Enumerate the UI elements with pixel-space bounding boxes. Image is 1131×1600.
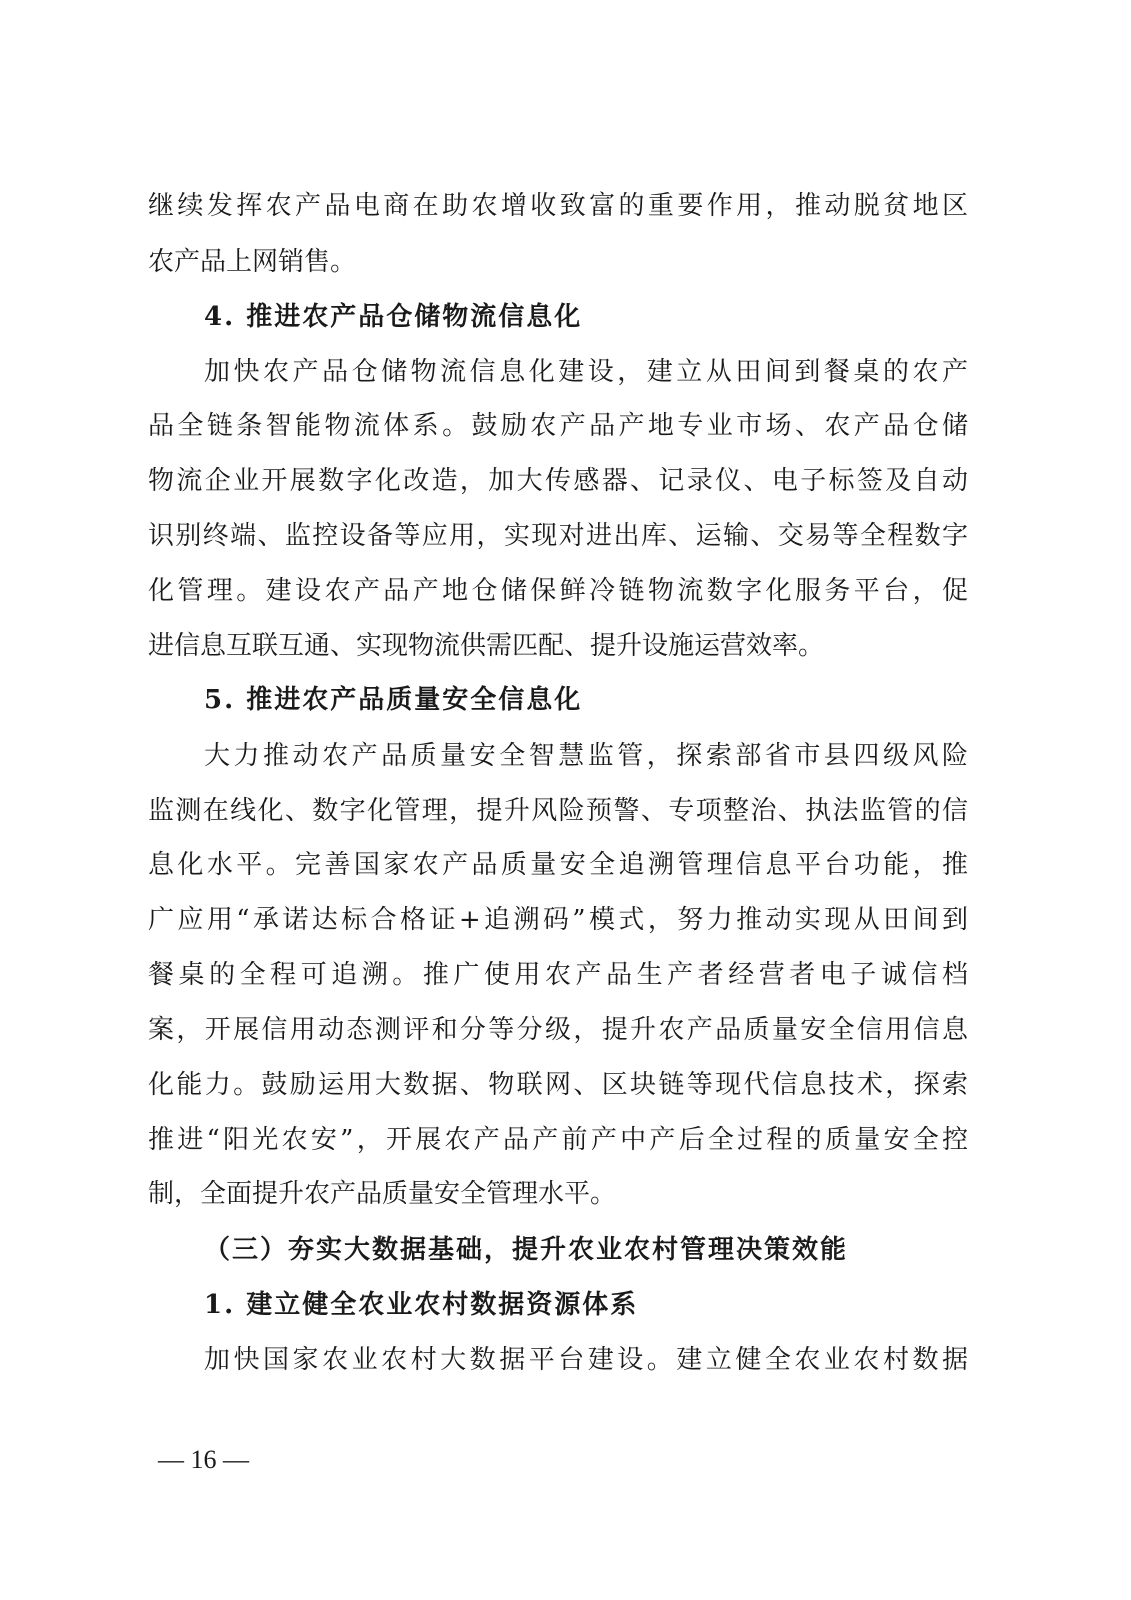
paragraph-line: 推进“阳光农安”，开展农产品产前产中产后全过程的质量安全控 [148, 1125, 968, 1155]
paragraph-line: 制，全面提升农产品质量安全管理水平。 [148, 1179, 617, 1209]
part-heading: （三）夯实大数据基础，提升农业农村管理决策效能 [204, 1235, 849, 1265]
paragraph-line: 进信息互联互通、实现物流供需匹配、提升设施运营效率。 [148, 631, 825, 661]
paragraph-line: 案，开展信用动态测评和分等分级，提升农产品质量安全信用信息 [148, 1015, 968, 1045]
paragraph-line: 加快国家农业农村大数据平台建设。建立健全农业农村数据 [204, 1345, 968, 1375]
section-heading: 5. 推进农产品质量安全信息化 [204, 685, 583, 715]
section-heading: 4. 推进农产品仓储物流信息化 [204, 302, 583, 332]
paragraph-line: 大力推动农产品质量安全智慧监管，探索部省市县四级风险 [204, 741, 968, 771]
paragraph-line: 监测在线化、数字化管理，提升风险预警、专项整治、执法监管的信 [148, 796, 968, 826]
paragraph-line: 农产品上网销售。 [148, 247, 357, 277]
paragraph-line: 广应用“承诺达标合格证+追溯码”模式，努力推动实现从田间到 [148, 905, 968, 935]
page-number: — 16 — [158, 1445, 249, 1474]
section-heading: 1. 建立健全农业农村数据资源体系 [204, 1290, 639, 1320]
paragraph-line: 化能力。鼓励运用大数据、物联网、区块链等现代信息技术，探索 [148, 1070, 968, 1100]
paragraph-line: 加快农产品仓储物流信息化建设，建立从田间到餐桌的农产 [204, 357, 968, 387]
paragraph-line: 继续发挥农产品电商在助农增收致富的重要作用，推动脱贫地区 [148, 191, 968, 221]
paragraph-line: 物流企业开展数字化改造，加大传感器、记录仪、电子标签及自动 [148, 466, 968, 496]
paragraph-line: 品全链条智能物流体系。鼓励农产品产地专业市场、农产品仓储 [148, 411, 968, 441]
paragraph-line: 餐桌的全程可追溯。推广使用农产品生产者经营者电子诚信档 [148, 960, 968, 990]
paragraph-line: 识别终端、监控设备等应用，实现对进出库、运输、交易等全程数字 [148, 521, 968, 551]
paragraph-line: 息化水平。完善国家农产品质量安全追溯管理信息平台功能，推 [148, 850, 968, 880]
paragraph-line: 化管理。建设农产品产地仓储保鲜冷链物流数字化服务平台，促 [148, 576, 968, 606]
